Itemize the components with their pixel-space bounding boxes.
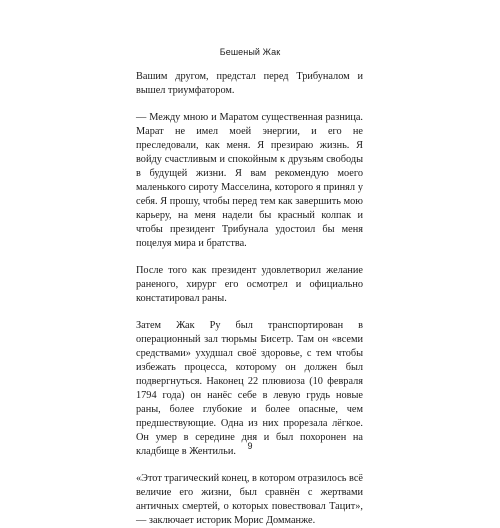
- running-title: Бешеный Жак: [219, 47, 281, 57]
- paragraph: «Этот трагический конец, в котором отразилось всё величие его жизни, был сравнён с жертвами античных смертей, о которых повествовал Тацит», — заключает историк Морис Домманже.: [136, 472, 363, 527]
- paragraph: Затем Жак Ру был транспортирован в операционный зал тюрьмы Бисетр. Там он «всеми средствами» ухудшал своё здоровье, с тем чтобы избежать процесса, которому он должен был подвергнуться. Наконец 22 плювиоза (10 февраля 1794 года) он нанёс себе в левую грудь новые раны, более глубокие и более опасные, чем предшествующие. Одна из них прорезала лёгкое. Он умер в середине дня и был похоронен на кладбище в Жентильи.: [136, 319, 363, 458]
- paragraph: — Между мною и Маратом существенная разница. Марат не имел моей энергии, и его не преследовали, как меня. Я презираю жизнь. Я войду счастливым и спокойным к друзьям свободы в будущей жизни. Я вам рекомендую моего маленького сироту Масселина, которого я принял у себя. Я прошу, чтобы перед тем как завершить мою карьеру, на меня надели бы красный колпак и чтобы президент Трибунала удостоил бы меня поцелуя мира и братства.: [136, 111, 363, 250]
- page-number: 9: [247, 441, 253, 451]
- body-text: [136, 70, 363, 528]
- paragraph: После того как президент удовлетворил желание раненого, хирург его осмотрел и официально констатировал раны.: [136, 264, 363, 305]
- paragraph: Вашим другом, предстал перед Трибуналом и вышел триумфатором.: [136, 71, 363, 97]
